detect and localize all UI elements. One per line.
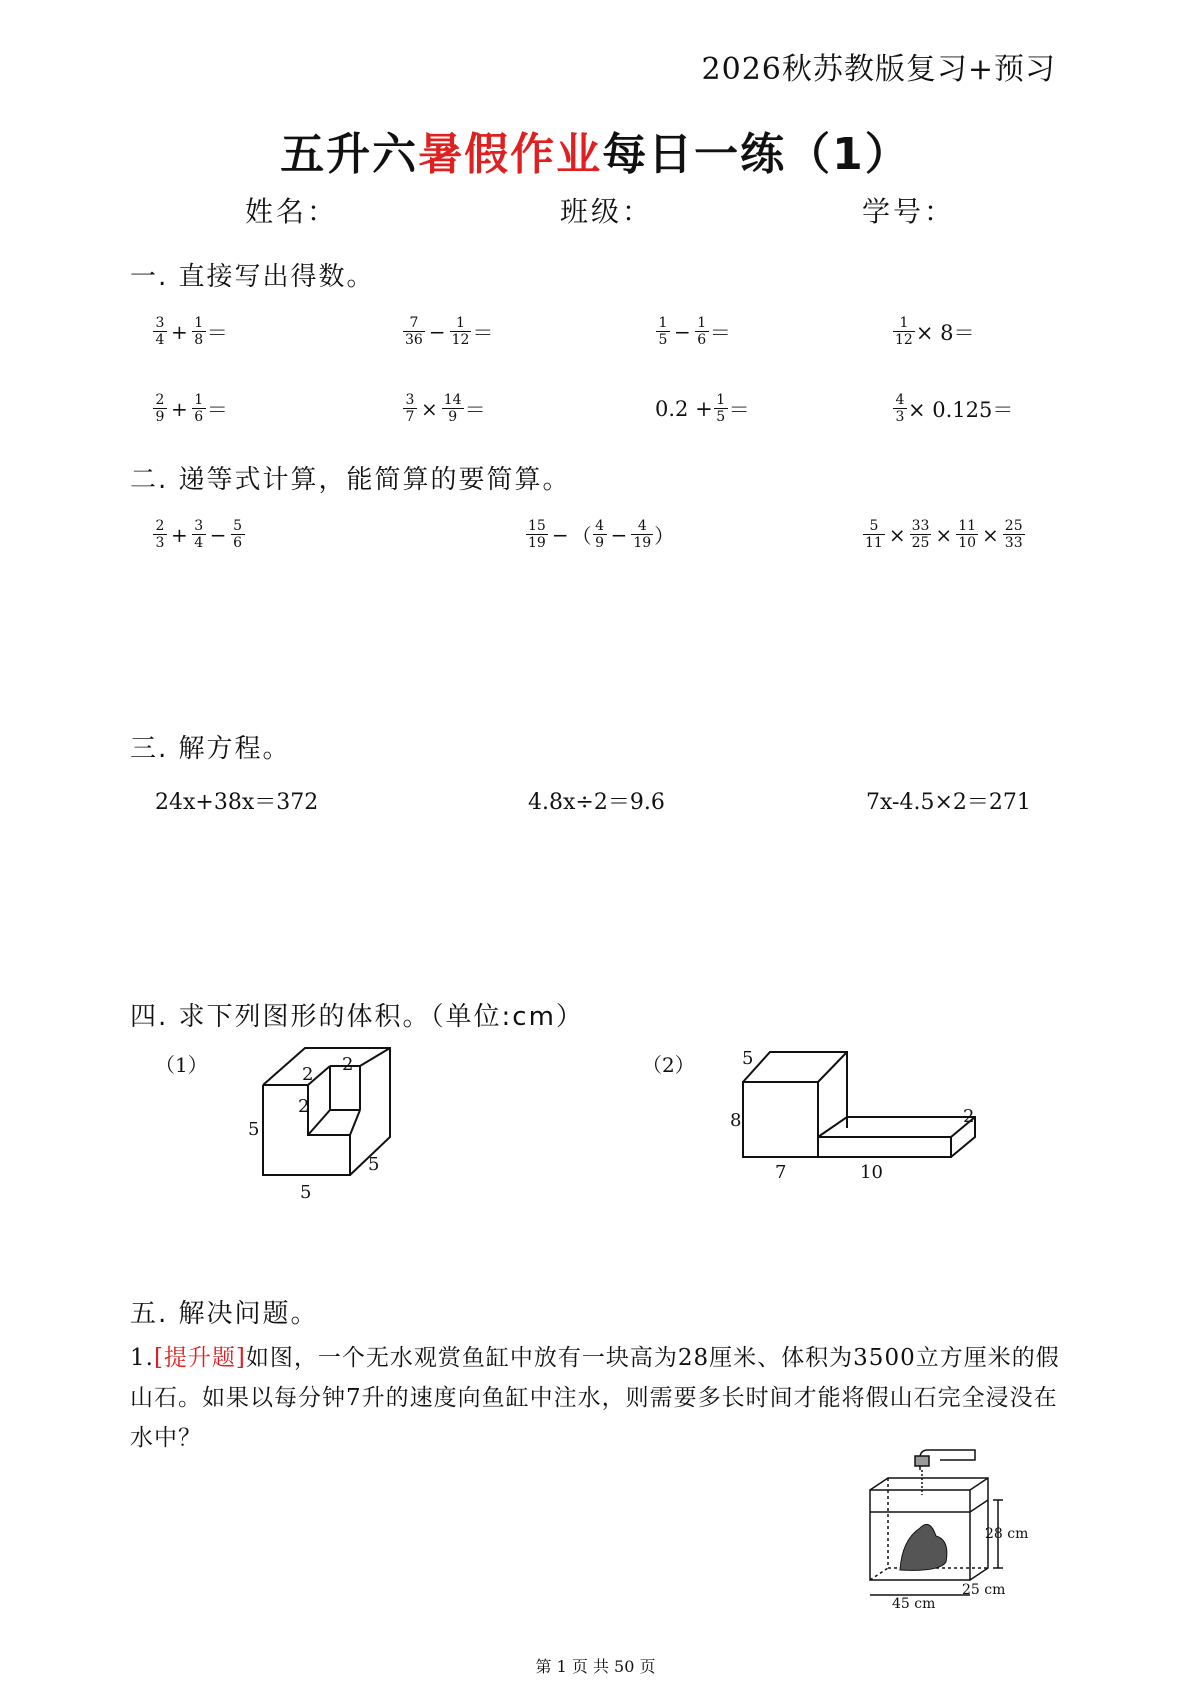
fraction: $\frac{5}{6}$ [232,518,244,551]
fig2-dim: 2 [963,1106,975,1127]
fraction: $\frac{1}{8}$ [193,315,205,348]
fraction: $\frac{33}{25}$ [911,518,930,551]
class-field-label: 班级： [560,195,654,228]
calc-item-7: 0.2 + $\frac{1}{5}$ ＝ [655,392,750,425]
calc-item-5: $\frac{2}{9}$ + $\frac{1}{6}$ ＝ [152,392,228,425]
fraction: $\frac{25}{33}$ [1004,518,1023,551]
fig1-dim: 2 [302,1064,314,1085]
fraction: $\frac{11}{10}$ [958,518,977,551]
calc-item-6: $\frac{3}{7}$ × $\frac{14}{9}$ ＝ [402,392,486,425]
title-highlight: 暑假作业 [418,129,603,180]
fraction: $\frac{7}{36}$ [405,315,423,348]
tank-depth-label: 25 cm [962,1582,1006,1598]
fraction: $\frac{4}{9}$ [594,518,606,551]
fraction: $\frac{3}{4}$ [193,518,205,551]
fig1-dim: 5 [300,1182,312,1200]
fraction: $\frac{2}{3}$ [154,518,166,551]
fraction: $\frac{5}{11}$ [865,518,883,551]
section2-title: 二. 递等式计算，能简算的要简算。 [130,465,571,495]
section4-title: 四. 求下列图形的体积。（单位:cm） [130,1002,584,1032]
page-title [0,118,1191,182]
fraction: $\frac{3}{4}$ [154,315,166,348]
figure2-composite-prisms [725,1040,985,1180]
fraction: $\frac{1}{12}$ [895,315,913,348]
fig1-dim: 5 [248,1119,260,1140]
fish-tank-illustration [860,1440,1040,1610]
figure2-label: （2） [642,1053,695,1077]
tank-height-label: 28 cm [985,1526,1029,1542]
rockery [900,1524,947,1570]
page-footer: 第 1 页 共 50 页 [535,1657,656,1676]
tank-width-label: 45 cm [892,1596,936,1610]
fig1-dim: 2 [342,1054,354,1075]
number-field-label: 学号： [862,195,956,228]
section1-title: 一. 直接写出得数。 [130,262,375,292]
name-field-label: 姓名： [245,195,339,228]
fig1-dim: 5 [368,1154,380,1175]
equation-3: 7x-4.5×2＝271 [866,790,1031,815]
equation-1: 24x+38x＝372 [155,790,319,815]
fig2-dim: 8 [730,1110,742,1131]
compute-expression-1: $\frac{2}{3}$ + $\frac{3}{4}$ − $\frac{5}{6}$ [152,518,246,551]
compute-expression-2: $\frac{15}{19}$ − （ $\frac{4}{9}$ − $\frac{4}{19}$ ） [528,518,675,551]
fraction: $\frac{3}{7}$ [404,392,416,425]
calc-item-3: $\frac{1}{5}$ − $\frac{1}{6}$ ＝ [655,315,731,348]
fraction: $\frac{1}{6}$ [193,392,205,425]
problem-text: 如图，一个无水观赏鱼缸中放有一块高为28厘米、体积为3500立方厘米的假山石。如果以每分钟7升的速度向鱼缸中注水，则需要多长时间才能将假山石完全浸没在水中？ [130,1345,1060,1451]
fraction: $\frac{4}{3}$ [894,392,906,425]
fraction: $\frac{1}{5}$ [715,392,727,425]
fraction: $\frac{14}{9}$ [443,392,462,425]
figure1-label: （1） [155,1053,208,1077]
calc-item-4: $\frac{1}{12}$ × 8＝ [895,315,975,348]
problem-tag: [提升题] [153,1345,246,1371]
fraction: $\frac{1}{12}$ [451,315,470,348]
title-part1: 五升六 [280,129,419,180]
fig2-dim: 5 [742,1048,754,1069]
fig2-dim: 10 [860,1162,883,1180]
fraction: $\frac{2}{9}$ [154,392,166,425]
calc-item-2: $\frac{7}{36}$ − $\frac{1}{12}$ ＝ [405,315,494,348]
fig1-dim: 2 [298,1096,310,1117]
fraction: $\frac{4}{19}$ [633,518,652,551]
problem-number: 1. [130,1345,154,1371]
calc-item-1: $\frac{3}{4}$ + $\frac{1}{8}$ ＝ [152,315,228,348]
section5-title: 五. 解决问题。 [130,1299,319,1329]
figure1-notched-cube [230,1040,410,1200]
title-part2: 每日一练（1） [602,129,911,180]
fig2-dim: 7 [775,1162,787,1180]
section3-title: 三. 解方程。 [130,734,291,764]
calc-item-8: $\frac{4}{3}$ × 0.125＝ [892,392,1013,425]
fraction: $\frac{1}{5}$ [657,315,669,348]
fraction: $\frac{15}{19}$ [528,518,546,551]
compute-expression-3: $\frac{5}{11}$ × $\frac{33}{25}$ × $\frac{11}{10}$ × $\frac{25}{33}$ [865,518,1023,551]
fraction: $\frac{1}{6}$ [696,315,708,348]
equation-2: 4.8x÷2＝9.6 [528,790,665,815]
header-tag: 2026秋苏教版复习+预习 [701,52,1056,87]
